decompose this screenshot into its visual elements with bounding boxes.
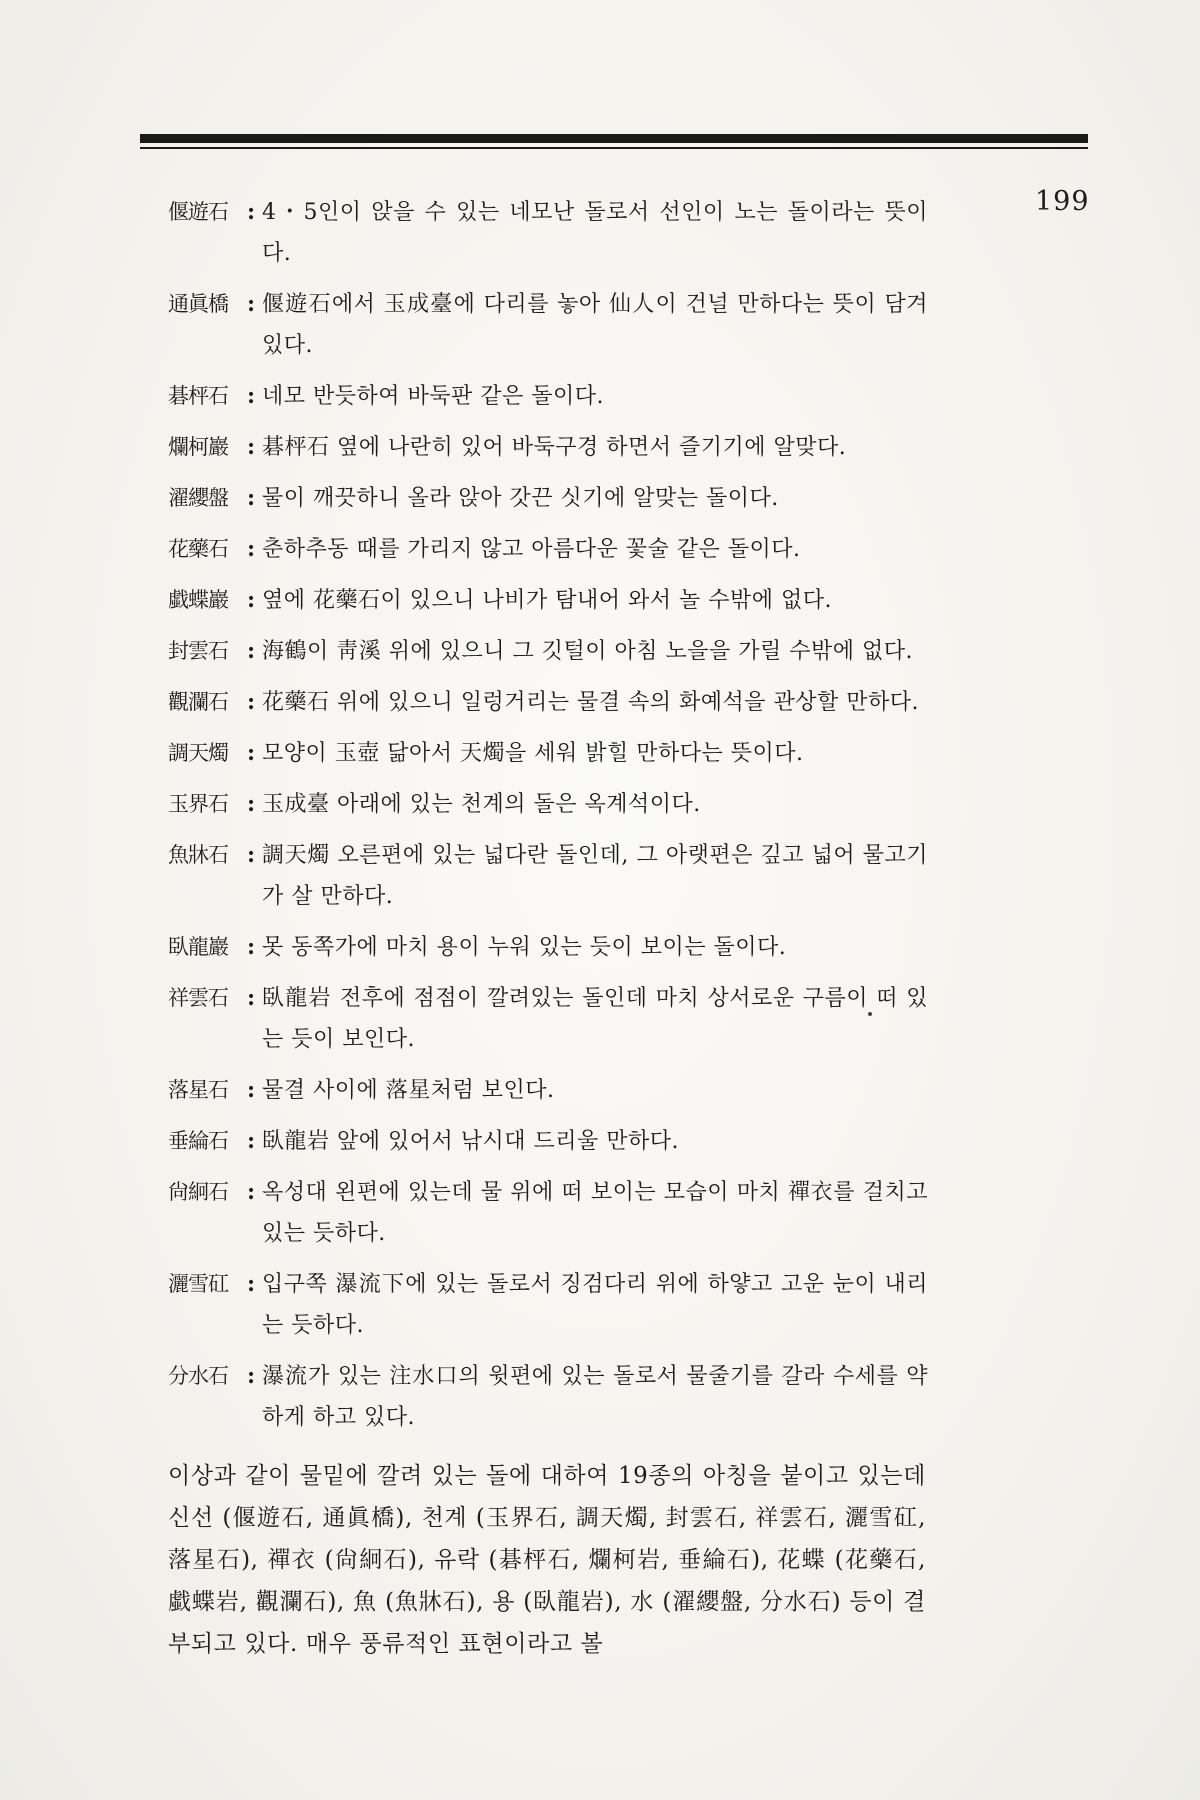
entry-term: 分水石 xyxy=(168,1364,228,1388)
entry-description: 물이 깨끗하니 올라 앉아 갓끈 싯기에 알맞는 돌이다. xyxy=(262,486,779,511)
glossary-entry xyxy=(168,978,928,1060)
entry-term: 魚牀石 xyxy=(168,843,228,867)
entry-colon: : xyxy=(246,485,256,511)
glossary-entry xyxy=(168,1264,928,1346)
glossary-entry xyxy=(168,1070,928,1111)
glossary-entry xyxy=(168,1356,928,1438)
entry-term: 戱蝶巖 xyxy=(168,588,228,612)
header-rule-thin xyxy=(140,147,1088,149)
entry-description: 옥성대 왼편에 있는데 물 위에 떠 보이는 모습이 마치 禪衣를 걸치고 있는 듯하다. xyxy=(262,1180,928,1246)
entry-description: 碁枰石 옆에 나란히 있어 바둑구경 하면서 즐기기에 알맞다. xyxy=(262,435,847,460)
entry-description: 물결 사이에 落星처럼 보인다. xyxy=(262,1078,555,1103)
entry-term: 爛柯巖 xyxy=(168,435,228,459)
glossary-entry xyxy=(168,784,928,825)
glossary-entry xyxy=(168,927,928,968)
entry-term: 偃遊石 xyxy=(168,200,228,224)
entry-colon: : xyxy=(246,842,256,868)
entry-colon: : xyxy=(246,1363,256,1389)
glossary-entry xyxy=(168,580,928,621)
entry-term: 玉界石 xyxy=(168,792,228,816)
entry-colon: : xyxy=(246,536,256,562)
entry-description: 偃遊石에서 玉成臺에 다리를 놓아 仙人이 건널 만하다는 뜻이 담겨 있다. xyxy=(262,292,928,358)
entry-colon: : xyxy=(246,689,256,715)
entry-description: 調天燭 오른편에 있는 넓다란 돌인데, 그 아랫편은 깊고 넓어 물고기가 살 만하다. xyxy=(262,843,928,909)
entry-colon: : xyxy=(246,1179,256,1205)
entry-description: 춘하추동 때를 가리지 않고 아름다운 꽃술 같은 돌이다. xyxy=(262,537,801,562)
entry-colon: : xyxy=(246,1077,256,1103)
entry-description: 花藥石 위에 있으니 일렁거리는 물결 속의 화예석을 관상할 만하다. xyxy=(262,690,919,715)
entry-description: 臥龍岩 앞에 있어서 낚시대 드리울 만하다. xyxy=(262,1129,679,1154)
glossary-entry xyxy=(168,835,928,917)
entry-description: 海鶴이 靑溪 위에 있으니 그 깃털이 아침 노을을 가릴 수밖에 없다. xyxy=(262,639,913,664)
glossary-entry xyxy=(168,478,928,519)
entry-term: 祥雲石 xyxy=(168,986,228,1010)
entry-term: 調天燭 xyxy=(168,741,228,765)
entry-description: 입구쪽 瀑流下에 있는 돌로서 징검다리 위에 하얗고 고운 눈이 내리는 듯하다. xyxy=(262,1272,928,1338)
entry-description: 臥龍岩 전후에 점점이 깔려있는 돌인데 마치 상서로운 구름이 떠 있는 듯이 보인다. xyxy=(262,986,928,1052)
entry-description: 瀑流가 있는 注水口의 윗편에 있는 돌로서 물줄기를 갈라 수세를 약하게 하고 있다. xyxy=(262,1364,928,1430)
glossary-entry xyxy=(168,427,928,468)
entry-term: 臥龍巖 xyxy=(168,935,228,959)
entry-description: 玉成臺 아래에 있는 천계의 돌은 옥계석이다. xyxy=(262,792,701,817)
entry-term: 封雲石 xyxy=(168,639,228,663)
glossary-entry xyxy=(168,1172,928,1254)
glossary-entry xyxy=(168,192,928,274)
entry-colon: : xyxy=(246,291,256,317)
entry-term: 尙絅石 xyxy=(168,1180,228,1204)
entry-term: 通眞橋 xyxy=(168,292,228,316)
entry-colon: : xyxy=(246,199,256,225)
glossary-entry xyxy=(168,529,928,570)
glossary-entry xyxy=(168,682,928,723)
glossary-entry xyxy=(168,631,928,672)
entry-colon: : xyxy=(246,740,256,766)
entry-term: 碁枰石 xyxy=(168,384,228,408)
entry-colon: : xyxy=(246,791,256,817)
entry-term: 濯纓盤 xyxy=(168,486,228,510)
entry-colon: : xyxy=(246,434,256,460)
entry-term: 灑雪矼 xyxy=(168,1272,228,1296)
glossary-list xyxy=(168,192,928,1448)
entry-description: 모양이 玉壺 닮아서 天燭을 세워 밝힐 만하다는 뜻이다. xyxy=(262,741,804,766)
entry-term: 垂綸石 xyxy=(168,1129,228,1153)
entry-colon: : xyxy=(246,985,256,1011)
entry-colon: : xyxy=(246,638,256,664)
entry-term: 觀瀾石 xyxy=(168,690,228,714)
header-rule-thick xyxy=(140,134,1088,143)
glossary-entry xyxy=(168,284,928,366)
glossary-entry xyxy=(168,1121,928,1162)
entry-description: 옆에 花藥石이 있으니 나비가 탐내어 와서 놀 수밖에 없다. xyxy=(262,588,832,613)
glossary-entry xyxy=(168,733,928,774)
page-number: 199 xyxy=(1035,186,1090,217)
entry-colon: : xyxy=(246,587,256,613)
entry-colon: : xyxy=(246,383,256,409)
summary-paragraph: 이상과 같이 물밑에 깔려 있는 돌에 대하여 19종의 아칭을 붙이고 있는데 신선 (偃遊石, 通眞橋), 천계 (玉界石, 調天燭, 封雲石, 祥雲石, 灑雪矼, 落星石), 禪衣 (尙絅石), 유락 (碁枰石, 爛柯岩, 垂綸石), 花蝶 (花藥石, 戱蝶岩, 觀瀾石), 魚 (魚牀石), 용 (臥龍岩), 水 (濯纓盤, 分水石) 등이 결부되고 있다. 매우 풍류적인 표현이라고 볼 xyxy=(168,1463,926,1657)
entry-term: 落星石 xyxy=(168,1078,228,1102)
entry-colon: : xyxy=(246,1128,256,1154)
entry-description: 네모 반듯하여 바둑판 같은 돌이다. xyxy=(262,384,604,409)
print-speck xyxy=(868,1012,872,1016)
entry-colon: : xyxy=(246,934,256,960)
entry-description: 못 동쪽가에 마치 용이 누워 있는 듯이 보이는 돌이다. xyxy=(262,935,787,960)
entry-term: 花藥石 xyxy=(168,537,228,561)
entry-colon: : xyxy=(246,1271,256,1297)
entry-description: 4・5인이 앉을 수 있는 네모난 돌로서 선인이 노는 돌이라는 뜻이다. xyxy=(262,200,928,266)
glossary-entry xyxy=(168,376,928,417)
